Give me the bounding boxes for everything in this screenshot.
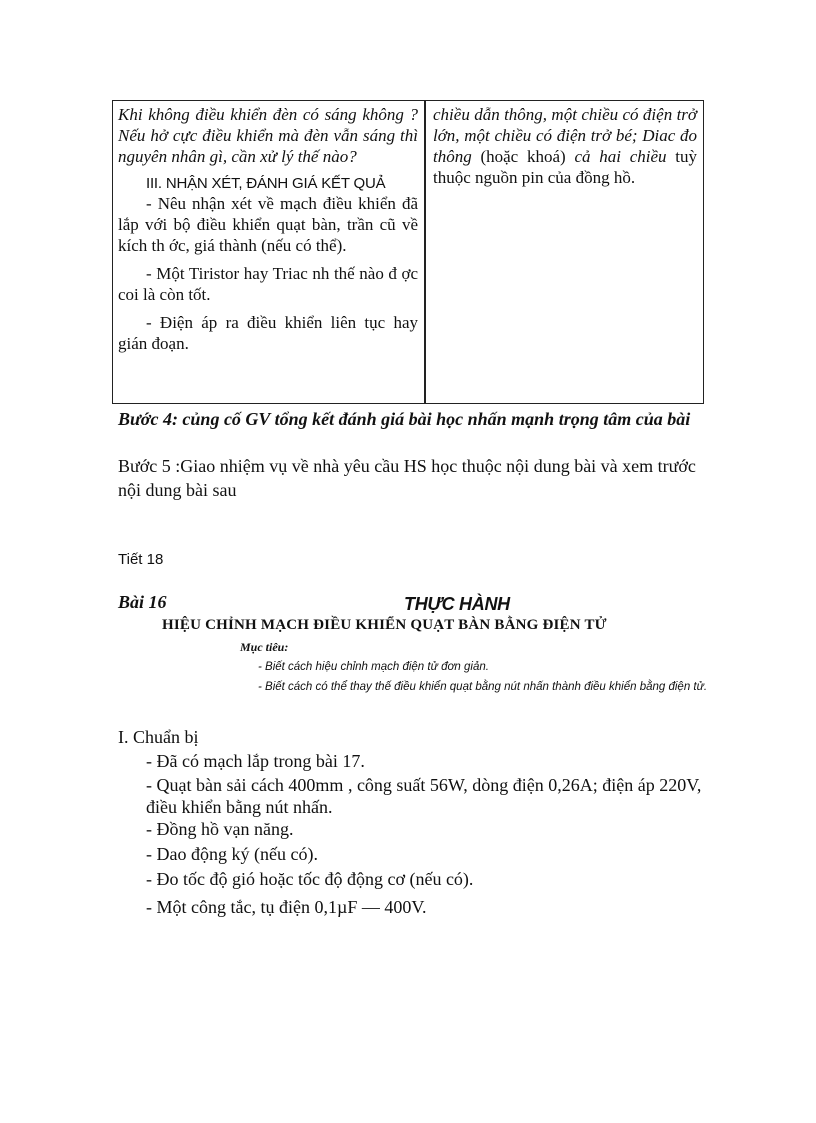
objective-item: - Biết cách hiệu chỉnh mạch điện tử đơn giản. — [258, 661, 489, 673]
answer-italic-text: chiều dẫn thông, một chiều có điện trở lớn, một chiều có điện trở bé; Diac đo thông — [433, 105, 697, 166]
table-cell-right — [433, 104, 697, 188]
period-label: Tiết 18 — [118, 551, 164, 568]
objective-item: - Biết cách có thể thay thế điều khiển quạt bằng nút nhấn thành điều khiển bằng điện tử. — [258, 681, 708, 693]
preparation-heading: I. Chuẩn bị — [118, 727, 199, 747]
objectives-label: Mục tiêu: — [240, 640, 289, 654]
answer-regular-text: (hoặc khoá) — [471, 147, 575, 166]
preparation-item: - Đã có mạch lắp trong bài 17. — [146, 751, 365, 771]
step-4-text: Bước 4: củng cố GV tổng kết đánh giá bài học nhấn mạnh trọng tâm của bài — [118, 409, 691, 429]
discussion-table — [112, 100, 704, 404]
preparation-item: - Đồng hồ vạn năng. — [146, 819, 294, 839]
lesson-number: Bài 16 — [118, 592, 167, 612]
lesson-title: THỰC HÀNH — [404, 594, 510, 614]
section-heading-evaluation: III. NHẬN XÉT, ĐÁNH GIÁ KẾT QUẢ — [146, 175, 386, 192]
evaluation-item: - Nêu nhận xét về mạch điều khiển đã lắp với bộ điều khiển quạt bàn, trần cũ về kích th ớc, giá thành (nếu có thể). — [118, 194, 418, 255]
table-cell-left — [118, 104, 418, 361]
preparation-item: - Dao động ký (nếu có). — [146, 844, 318, 864]
preparation-item: - Đo tốc độ gió hoặc tốc độ động cơ (nếu có). — [146, 869, 474, 889]
question-text: Khi không điều khiển đèn có sáng không ? Nếu hở cực điều khiển mà đèn vẫn sáng thì nguyên nhân gì, cần xử lý thế nào? — [118, 105, 418, 166]
answer-italic-text-2: cả hai chiều — [574, 147, 667, 166]
preparation-item: - Quạt bàn sải cách 400mm , công suất 56W, dòng điện 0,26A; điện áp 220V, điều khiển bằng nút nhấn. — [146, 775, 702, 817]
answer-regular-text-2: tuỳ thuộc nguồn pin của đồng hồ. — [433, 147, 697, 187]
lesson-subtitle: HIỆU CHỈNH MẠCH ĐIỀU KHIỂN QUẠT BÀN BẰNG ĐIỆN TỬ — [162, 617, 607, 633]
evaluation-item: - Một Tiristor hay Triac nh thế nào đ ợc coi là còn tốt. — [118, 264, 418, 304]
evaluation-item: - Điện áp ra điều khiển liên tục hay gián đoạn. — [118, 313, 418, 353]
preparation-item: - Một công tắc, tụ điện 0,1µF — 400V. — [146, 897, 427, 917]
step-5-text: Bước 5 :Giao nhiệm vụ về nhà yêu cầu HS học thuộc nội dung bài và xem trước nội dung bài sau — [118, 456, 696, 500]
table-column-divider — [424, 101, 426, 403]
